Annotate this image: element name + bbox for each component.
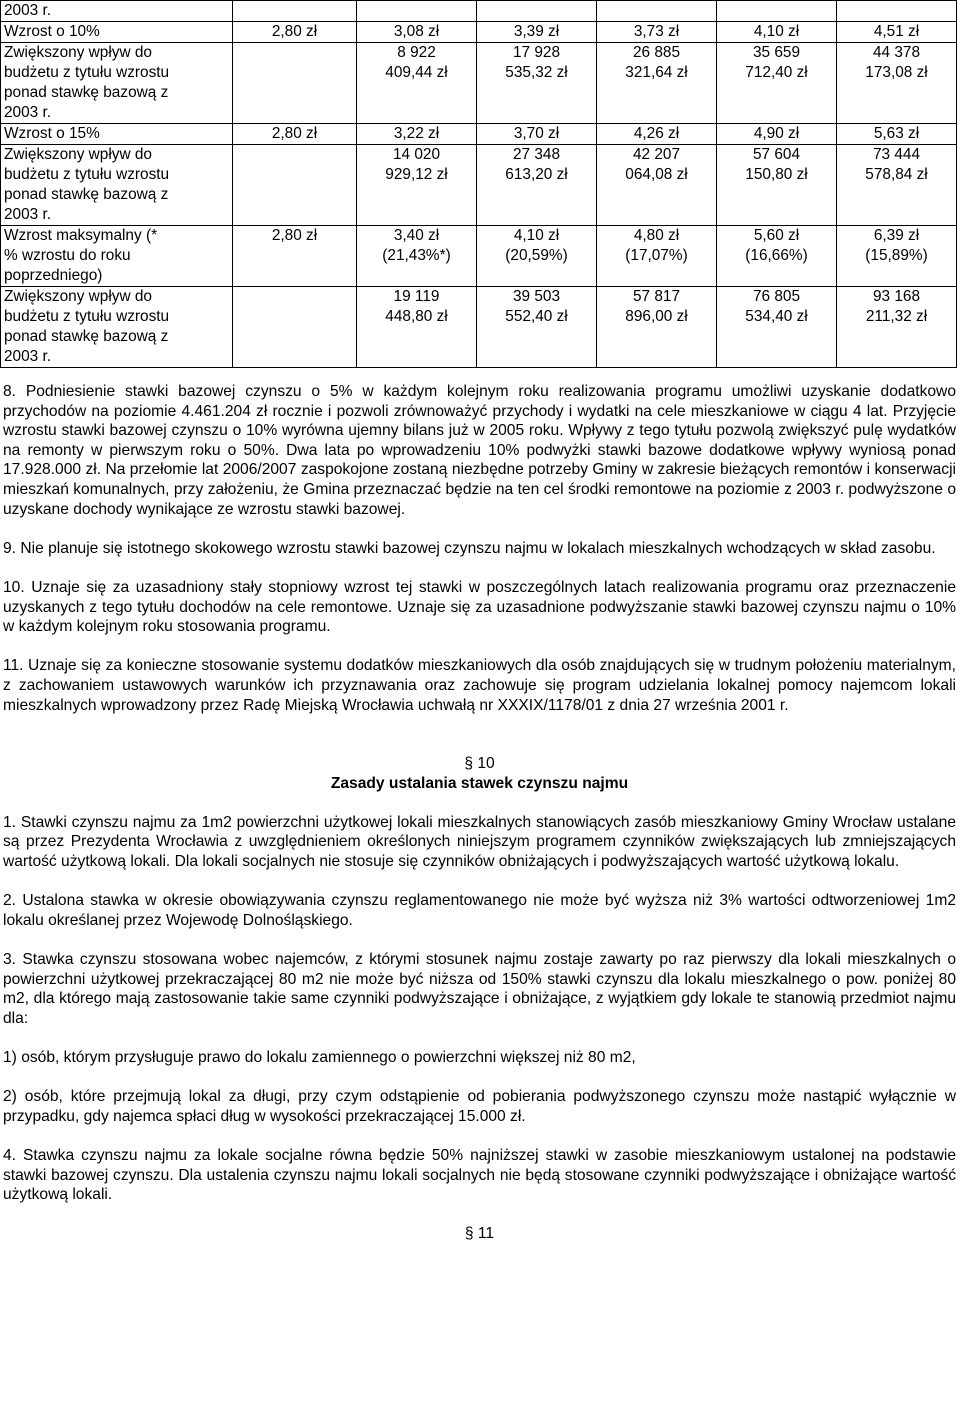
point-3-sub-2: 2) osób, które przejmują lokal za długi, przy czym odstąpienie od pobierania podwyższonego czynszu może nastąpić wyłącznie w przypadku, gdy najemca spłaci dług w wysokości przekraczającej 15.000 zł. xyxy=(3,1088,956,1125)
table-row xyxy=(1,43,957,124)
table-cell xyxy=(233,1,357,22)
table-row xyxy=(1,1,957,22)
table-cell xyxy=(233,145,357,226)
table-cell: 4,10 zł xyxy=(717,22,837,43)
section-11-number: § 11 xyxy=(464,1224,495,1242)
table-cell: 3,70 zł xyxy=(477,124,597,145)
table-cell xyxy=(837,1,957,22)
document-body xyxy=(3,382,956,1243)
table-row xyxy=(1,226,957,287)
table-cell: 4,26 zł xyxy=(597,124,717,145)
point-1: 1. Stawki czynszu najmu za 1m2 powierzchni użytkowej lokali mieszkalnych stanowiących zasób mieszkaniowy Gminy Wrocław ustalane są przez Prezydenta Wrocławia z uwzględnieniem określonych niniejszym programem czynników zwiększających lub zmniejszających wartość użytkową lokali. Dla lokali socjalnych nie stosuje się czynników obniżających i podwyższających wartość użytkową lokalu. xyxy=(3,813,956,871)
point-2: 2. Ustalona stawka w okresie obowiązywania czynszu reglamentowanego nie może być wyższa niż 3% wartości odtworzeniowej 1m2 lokalu określanej przez Wojewodę Dolnośląskiego. xyxy=(3,892,956,929)
paragraph-9: 9. Nie planuje się istotnego skokowego wzrostu stawki bazowej czynszu najmu w lokalach mieszkalnych wchodzących w skład zasobu. xyxy=(3,539,936,557)
row-label: Wzrost maksymalny (* % wzrostu do roku poprzedniego) xyxy=(1,226,233,287)
table-row xyxy=(1,22,957,43)
point-4: 4. Stawka czynszu najmu za lokale socjalne równa będzie 50% najniższej stawki w zasobie mieszkaniowym ustalonej na podstawie stawki bazowej czynszu. Dla ustalenia czynszu najmu lokali socjalnych nie będą stosowane czynniki podwyższające i obniżające wartość użytkową lokali. xyxy=(3,1146,956,1204)
table-cell: 27 348 613,20 zł xyxy=(477,145,597,226)
table-cell: 3,08 zł xyxy=(357,22,477,43)
paragraph-11: 11. Uznaje się za konieczne stosowanie systemu dodatków mieszkaniowych dla osób znajdujących się w trudnym położeniu materialnym, z zachowaniem ustawowych warunków ich przyznawania oraz zachowuje się program udzielania lokalnej pomocy najemcom lokali mieszkalnych wprowadzony przez Radę Miejską Wrocławia uchwałą nr XXXIX/1178/01 z dnia 27 września 2001 r. xyxy=(3,657,956,714)
rent-increase-table xyxy=(0,0,956,368)
row-label: Wzrost o 10% xyxy=(1,22,233,43)
table-cell: 4,51 zł xyxy=(837,22,957,43)
row-label: Zwiększony wpływ do budżetu z tytułu wzrostu ponad stawkę bazową z 2003 r. xyxy=(1,145,233,226)
table-cell xyxy=(357,1,477,22)
row-label: 2003 r. xyxy=(1,1,233,22)
table-cell: 19 119 448,80 zł xyxy=(357,287,477,368)
table-row xyxy=(1,124,957,145)
table-cell: 26 885 321,64 zł xyxy=(597,43,717,124)
table-cell xyxy=(233,287,357,368)
table-cell: 2,80 zł xyxy=(233,124,357,145)
table-cell: 93 168 211,32 zł xyxy=(837,287,957,368)
table-cell xyxy=(717,1,837,22)
table-cell: 8 922 409,44 zł xyxy=(357,43,477,124)
table-cell xyxy=(233,43,357,124)
row-label: Wzrost o 15% xyxy=(1,124,233,145)
table-cell: 3,39 zł xyxy=(477,22,597,43)
table-cell xyxy=(597,1,717,22)
table-cell: 5,60 zł (16,66%) xyxy=(717,226,837,287)
section-10-title: Zasady ustalania stawek czynszu najmu xyxy=(330,774,629,792)
table-cell: 76 805 534,40 zł xyxy=(717,287,837,368)
table-cell: 73 444 578,84 zł xyxy=(837,145,957,226)
table-cell: 35 659 712,40 zł xyxy=(717,43,837,124)
table-row xyxy=(1,287,957,368)
table-cell: 17 928 535,32 zł xyxy=(477,43,597,124)
table-cell: 14 020 929,12 zł xyxy=(357,145,477,226)
table-cell: 2,80 zł xyxy=(233,226,357,287)
table-cell: 4,90 zł xyxy=(717,124,837,145)
table-cell: 4,80 zł (17,07%) xyxy=(597,226,717,287)
table-cell: 5,63 zł xyxy=(837,124,957,145)
table-cell xyxy=(477,1,597,22)
row-label: Zwiększony wpływ do budżetu z tytułu wzrostu ponad stawkę bazową z 2003 r. xyxy=(1,43,233,124)
table-cell: 2,80 zł xyxy=(233,22,357,43)
paragraph-8: 8. Podniesienie stawki bazowej czynszu o 5% w każdym kolejnym roku realizowania programu umożliwi uzyskanie dodatkowo przychodów na poziomie 4.461.204 zł rocznie i pozwoli zrównoważyć przychody i wydatki na cele mieszkaniowe w ciągu 4 lat. Przyjęcie wzrostu stawki bazowej czynszu o 10% wyrówna ujemny bilans już w 2005 roku. Wpływy z tego tytułu pozwolą zwiększyć pulę wydatków na remonty w pierwszym roku o 50%. Dwa lata po wprowadzeniu 10% podwyżki stawki bazowe dodatkowe wpływy wyniosą ponad 17.928.000 zł. Na przełomie lat 2006/2007 zaspokojone zostaną niezbędne potrzeby Gminy w zakresie bieżących remontów i konserwacji mieszkań komunalnych, przy założeniu, że Gmina przeznaczać będzie na ten cel środki remontowe na poziomie z 2003 r. podwyższone o uzyskane dochody wynikające ze wzrostu stawki bazowej. xyxy=(3,383,956,518)
table-cell: 3,40 zł (21,43%*) xyxy=(357,226,477,287)
table-cell: 3,22 zł xyxy=(357,124,477,145)
table-cell: 44 378 173,08 zł xyxy=(837,43,957,124)
table-cell: 3,73 zł xyxy=(597,22,717,43)
row-label: Zwiększony wpływ do budżetu z tytułu wzrostu ponad stawkę bazową z 2003 r. xyxy=(1,287,233,368)
paragraph-10: 10. Uznaje się za uzasadniony stały stopniowy wzrost tej stawki w poszczególnych latach realizowania programu oraz przeznaczenie uzyskanych z tego tytułu dochodów na cele remontowe. Uznaje się za uzasadnione podwyższanie stawki bazowej czynszu najmu o 10% w każdym kolejnym roku stosowania programu. xyxy=(3,578,956,636)
table-row xyxy=(1,145,957,226)
table-cell: 4,10 zł (20,59%) xyxy=(477,226,597,287)
table-cell: 6,39 zł (15,89%) xyxy=(837,226,957,287)
table-cell: 39 503 552,40 zł xyxy=(477,287,597,368)
section-10-number: § 10 xyxy=(464,755,495,773)
point-3: 3. Stawka czynszu stosowana wobec najemców, z którymi stosunek najmu zostaje zawarty po raz pierwszy dla lokali mieszkalnych o powierzchni użytkowej przekraczającej 80 m2 nie może być niższa od 150% stawki czynszu dla lokalu mieszkalnego o pow. poniżej 80 m2, dla którego mają zastosowanie takie same czynniki podwyższające i obniżające, z wyjątkiem gdy lokale te stanowią przedmiot najmu dla: xyxy=(3,951,956,1027)
table-cell: 42 207 064,08 zł xyxy=(597,145,717,226)
table-cell: 57 604 150,80 zł xyxy=(717,145,837,226)
point-3-sub-1: 1) osób, którym przysługuje prawo do lokalu zamiennego o powierzchni większej niż 80 m2, xyxy=(3,1049,636,1066)
table-cell: 57 817 896,00 zł xyxy=(597,287,717,368)
